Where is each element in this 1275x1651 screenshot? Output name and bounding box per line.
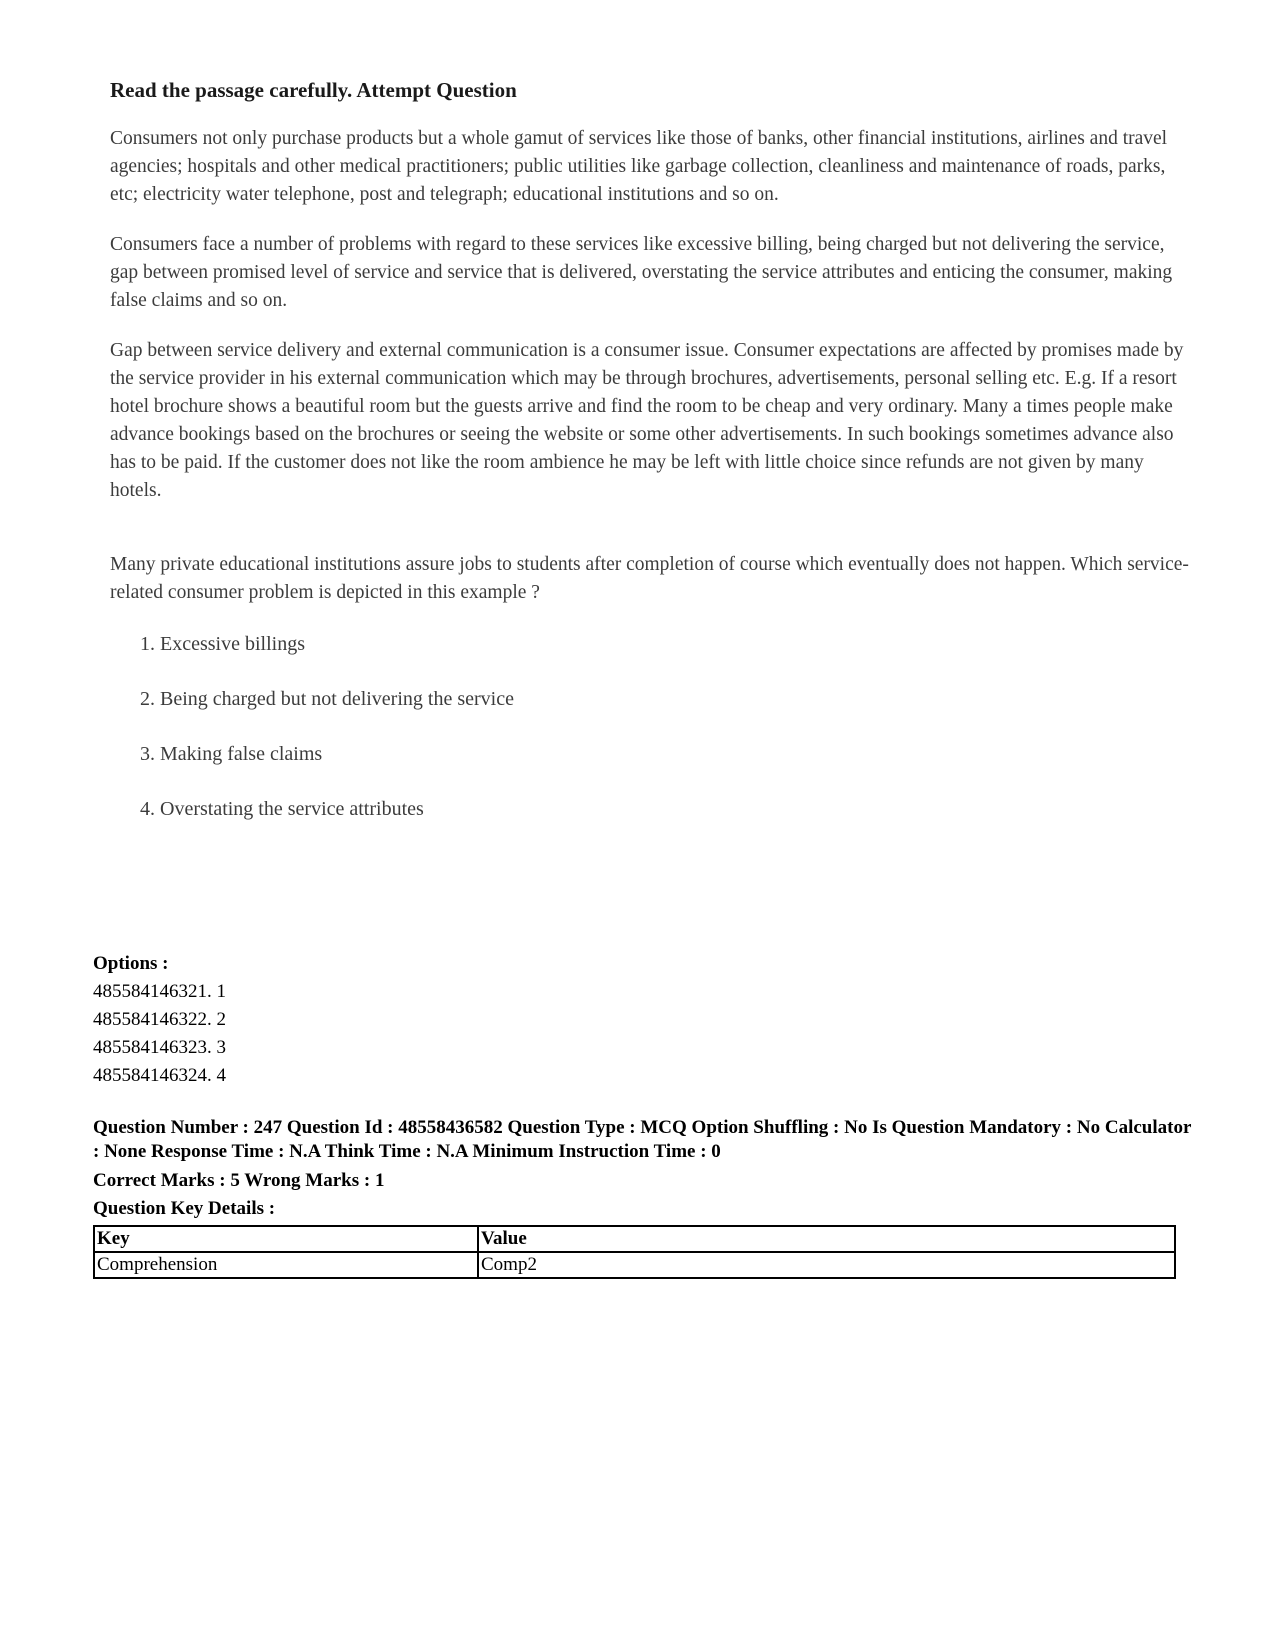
question-info-section bbox=[93, 1116, 1193, 1279]
option-id-line: 485584146322. 2 bbox=[93, 1009, 226, 1030]
answer-choice: 4. Overstating the service attributes bbox=[140, 798, 424, 820]
option-id-line: 485584146323. 3 bbox=[93, 1037, 226, 1058]
passage-paragraph: Consumers face a number of problems with regard to these services like excessive billing, being charged but not delivering the service, gap between promised level of service and service that is delivered, overstating the service attributes and enticing the consumer, making false claims and so on. bbox=[110, 234, 1173, 311]
marks-line: Correct Marks : 5 Wrong Marks : 1 bbox=[93, 1170, 385, 1191]
options-section bbox=[93, 950, 1193, 1090]
table-header-value: Value bbox=[478, 1226, 1175, 1252]
table-header-row bbox=[94, 1226, 1175, 1252]
question-text: Many private educational institutions assure jobs to students after completion of course which eventually does not happen. Which service-related consumer problem is depicted in this example ? bbox=[110, 554, 1189, 603]
options-title: Options : bbox=[93, 953, 169, 974]
passage-paragraph: Consumers not only purchase products but a whole gamut of services like those of banks, other financial institutions, airlines and travel agencies; hospitals and other medical practitioners; public utilities like garbage collection, cleanliness and maintenance of roads, parks, etc; electricity water telephone, post and telegraph; educational institutions and so on. bbox=[110, 128, 1168, 205]
table-cell-key: Comprehension bbox=[94, 1252, 478, 1278]
answer-choices bbox=[110, 629, 1190, 849]
option-id-line: 485584146324. 4 bbox=[93, 1065, 226, 1086]
answer-choice: 3. Making false claims bbox=[140, 743, 323, 765]
answer-choice: 2. Being charged but not delivering the service bbox=[140, 688, 514, 710]
table-cell-value: Comp2 bbox=[478, 1252, 1175, 1278]
table-row bbox=[94, 1252, 1175, 1278]
passage-heading: Read the passage carefully. Attempt Question bbox=[110, 78, 517, 102]
option-id-line: 485584146321. 1 bbox=[93, 981, 226, 1002]
question-meta: Question Number : 247 Question Id : 48558436582 Question Type : MCQ Option Shuffling : No Is Question Mandatory : No Calculator : None Response Time : N.A Think Time : N.A Minimum Instruction Time : 0 bbox=[93, 1117, 1192, 1162]
answer-choice: 1. Excessive billings bbox=[140, 633, 305, 655]
passage-paragraph: Gap between service delivery and external communication is a consumer issue. Consumer expectations are affected by promises made by the service provider in his external communication which may be through brochures, advertisements, personal selling etc. E.g. If a resort hotel brochure shows a beautiful room but the guests arrive and find the room to be cheap and very ordinary. Many a times people make advance bookings based on the brochures or seeing the website or some other advertisements. In such bookings sometimes advance also has to be paid. If the customer does not like the room ambience he may be left with little choice since refunds are not given by many hotels. bbox=[110, 340, 1184, 501]
key-details-title: Question Key Details : bbox=[93, 1198, 276, 1219]
passage-image bbox=[110, 78, 1190, 849]
table-header-key: Key bbox=[94, 1226, 478, 1252]
key-details-table bbox=[93, 1225, 1176, 1279]
